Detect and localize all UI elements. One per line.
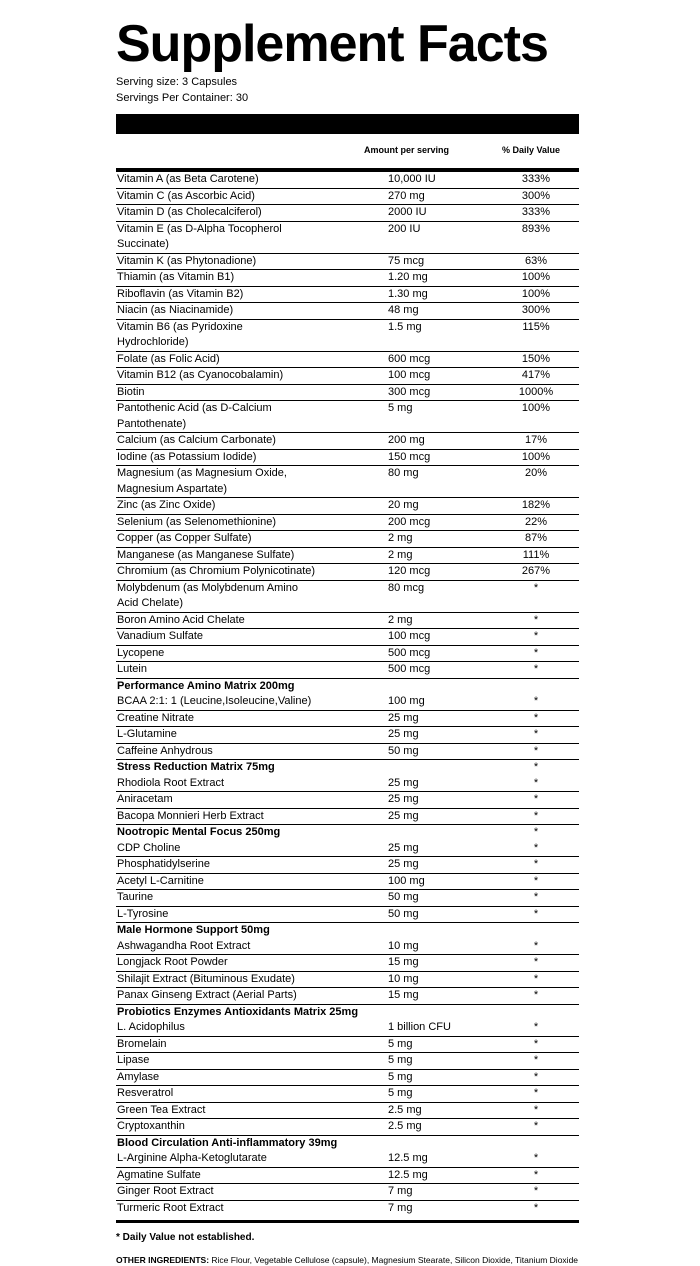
table-row	[116, 401, 579, 433]
ingredient-name: Biotin	[117, 385, 145, 398]
amount-per-serving: 7 mg	[388, 1201, 413, 1214]
amount-per-serving: 10 mg	[388, 939, 419, 952]
section-header	[116, 760, 579, 776]
section-header	[116, 1005, 579, 1021]
section-header	[116, 825, 579, 841]
amount-per-serving: 25 mg	[388, 776, 419, 789]
table-row	[116, 1103, 579, 1120]
ingredient-name: BCAA 2:1: 1 (Leucine,Isoleucine,Valine)	[117, 695, 312, 707]
ingredient-name: Iodine (as Potassium Iodide)	[117, 450, 257, 463]
ingredient-name: Ashwagandha Root Extract	[117, 939, 251, 952]
amount-per-serving: 200 IU	[388, 222, 421, 235]
serving-size: Serving size: 3 Capsules	[116, 76, 238, 88]
amount-per-serving: 2 mg	[388, 613, 413, 626]
table-row	[116, 613, 579, 630]
ingredient-name: Agmatine Sulfate	[117, 1168, 201, 1181]
table-row	[116, 1070, 579, 1087]
daily-value: 115%	[522, 320, 550, 333]
amount-per-serving: 500 mcg	[388, 663, 431, 675]
daily-value: 1000%	[518, 385, 554, 398]
amount-per-serving: 2 mg	[388, 532, 413, 544]
table-row	[116, 629, 579, 646]
amount-per-serving: 5 mg	[388, 1037, 413, 1050]
daily-value: 100%	[521, 402, 551, 414]
amount-per-serving: 500 mcg	[388, 646, 431, 659]
table-row	[116, 548, 579, 565]
daily-value: 63%	[524, 254, 548, 267]
ingredient-name: Aniracetam	[117, 793, 173, 805]
amount-per-serving: 80 mcg	[388, 581, 425, 594]
amount-per-serving: 1.20 mg	[388, 271, 428, 283]
table-row	[116, 303, 579, 320]
daily-value: 20%	[524, 467, 548, 479]
daily-value: *	[533, 956, 539, 968]
daily-value: 893%	[521, 222, 551, 235]
daily-value: *	[533, 972, 539, 985]
ingredient-name: Rhodiola Root Extract	[117, 776, 224, 789]
daily-value: *	[533, 826, 539, 838]
daily-value: *	[533, 761, 539, 773]
daily-value: *	[533, 776, 539, 789]
amount-per-serving: 100 mcg	[388, 369, 431, 381]
table-row	[116, 320, 579, 352]
amount-per-serving: 7 mg	[388, 1185, 413, 1197]
amount-per-serving: 15 mg	[388, 989, 419, 1001]
table-row	[116, 498, 579, 515]
daily-value: *	[533, 663, 539, 675]
amount-per-serving: 2000 IU	[388, 206, 427, 218]
ingredient-name: Calcium (as Calcium Carbonate)	[117, 434, 276, 446]
table-row	[116, 874, 579, 891]
daily-value: 417%	[521, 369, 551, 381]
ingredient-name: Vitamin B6 (as Pyridoxine Hydrochloride)	[117, 320, 243, 348]
amount-per-serving: 50 mg	[388, 891, 419, 903]
table-row	[116, 1119, 579, 1136]
ingredient-name: Lipase	[117, 1054, 150, 1066]
table-row	[116, 515, 579, 532]
ingredient-name: Resveratrol	[117, 1087, 174, 1099]
amount-per-serving: 1.30 mg	[388, 287, 428, 300]
ingredient-name: Panax Ginseng Extract (Aerial Parts)	[117, 989, 297, 1001]
daily-value: 100%	[521, 450, 551, 463]
table-row	[116, 287, 579, 304]
ingredient-name: Vitamin K (as Phytonadione)	[117, 254, 257, 267]
table-row	[116, 1184, 579, 1201]
amount-per-serving: 20 mg	[388, 499, 419, 511]
amount-per-serving: 25 mg	[388, 711, 419, 724]
ingredient-name: Nootropic Mental Focus 250mg	[117, 826, 281, 838]
daily-value: *	[533, 1201, 539, 1214]
table-row	[116, 581, 579, 613]
ingredient-name: Longjack Root Powder	[117, 956, 228, 968]
daily-value: *	[533, 744, 539, 757]
amount-per-serving: 15 mg	[388, 956, 419, 968]
amount-per-serving: 2.5 mg	[388, 1103, 422, 1116]
other-ingredients-text: Rice Flour, Vegetable Cellulose (capsule), Magnesium Stearate, Silicon Dioxide, Titanium Dioxide	[209, 1255, 579, 1265]
daily-value: *	[533, 1185, 539, 1197]
ingredient-name: Vitamin E (as D-Alpha Tocopherol Succinate)	[117, 222, 282, 250]
ingredient-name: L. Acidophilus	[117, 1021, 185, 1033]
table-row	[116, 385, 579, 402]
amount-per-serving: 200 mcg	[388, 515, 431, 528]
amount-per-serving: 80 mg	[388, 467, 419, 479]
table-row	[116, 809, 579, 826]
amount-per-serving: 12.5 mg	[388, 1168, 428, 1181]
table-row	[116, 988, 579, 1005]
amount-per-serving: 2.5 mg	[388, 1120, 422, 1132]
table-row	[116, 222, 579, 254]
daily-value: *	[533, 793, 539, 805]
ingredient-name: Creatine Nitrate	[117, 711, 195, 724]
daily-value: 333%	[521, 173, 551, 185]
ingredient-name: Bacopa Monnieri Herb Extract	[117, 809, 264, 822]
table-row	[116, 450, 579, 467]
daily-value: *	[533, 907, 539, 920]
table-row	[116, 776, 579, 793]
daily-value: *	[533, 728, 539, 740]
daily-value: *	[533, 1021, 539, 1033]
table-row	[116, 1053, 579, 1070]
ingredient-name: Thiamin (as Vitamin B1)	[117, 271, 235, 283]
amount-per-serving: 25 mg	[388, 841, 419, 854]
table-row	[116, 662, 579, 679]
header-bar	[116, 114, 579, 134]
daily-value: *	[533, 1168, 539, 1181]
ingredient-name: Cryptoxanthin	[117, 1120, 185, 1132]
ingredient-name: Bromelain	[117, 1037, 167, 1050]
table-row	[116, 857, 579, 874]
ingredient-name: Lycopene	[117, 646, 165, 659]
daily-value: *	[533, 858, 539, 870]
amount-column-header: Amount per serving	[364, 145, 450, 155]
table-row	[116, 1168, 579, 1185]
ingredient-name: Turmeric Root Extract	[117, 1201, 224, 1214]
daily-value: *	[533, 630, 539, 642]
table-row	[116, 1086, 579, 1103]
ingredient-name: Blood Circulation Anti-inflammatory 39mg	[117, 1136, 338, 1149]
daily-value-footnote: * Daily Value not established.	[116, 1232, 255, 1243]
nutrient-table	[116, 172, 579, 1216]
daily-value: *	[533, 695, 539, 707]
amount-per-serving: 200 mg	[388, 434, 425, 446]
table-row	[116, 466, 579, 498]
table-row	[116, 744, 579, 761]
table-row	[116, 172, 579, 189]
table-row	[116, 270, 579, 287]
ingredient-name: Copper (as Copper Sulfate)	[117, 532, 252, 544]
ingredient-name: Phosphatidylserine	[117, 858, 210, 870]
supplement-facts-panel	[116, 14, 579, 1266]
daily-value: *	[533, 711, 539, 724]
daily-value: 267%	[521, 565, 551, 577]
amount-per-serving: 5 mg	[388, 1087, 413, 1099]
ingredient-name: L-Arginine Alpha-Ketoglutarate	[117, 1152, 267, 1164]
ingredient-name: Ginger Root Extract	[117, 1185, 214, 1197]
table-row	[116, 907, 579, 924]
amount-per-serving: 150 mcg	[388, 450, 431, 463]
ingredient-name: Zinc (as Zinc Oxide)	[117, 499, 216, 511]
amount-per-serving: 5 mg	[388, 1054, 413, 1066]
ingredient-name: Green Tea Extract	[117, 1103, 206, 1116]
table-row	[116, 205, 579, 222]
ingredient-name: Stress Reduction Matrix 75mg	[117, 761, 275, 773]
daily-value: *	[533, 1087, 539, 1099]
daily-value: 182%	[521, 499, 551, 511]
ingredient-name: Manganese (as Manganese Sulfate)	[117, 548, 295, 561]
amount-per-serving: 100 mg	[388, 695, 425, 707]
amount-per-serving: 25 mg	[388, 809, 419, 822]
ingredient-name: Magnesium (as Magnesium Oxide, Magnesium Aspartate)	[117, 467, 287, 495]
table-row	[116, 531, 579, 548]
ingredient-name: Selenium (as Selenomethionine)	[117, 515, 276, 528]
table-row	[116, 433, 579, 450]
amount-per-serving: 50 mg	[388, 744, 419, 757]
daily-value: *	[533, 581, 539, 594]
amount-per-serving: 48 mg	[388, 304, 419, 316]
daily-value: *	[533, 891, 539, 903]
section-header	[116, 679, 579, 695]
daily-value: 300%	[521, 189, 551, 202]
table-row	[116, 1151, 579, 1168]
amount-per-serving: 270 mg	[388, 189, 425, 202]
amount-per-serving: 100 mg	[388, 874, 425, 887]
table-row	[116, 939, 579, 956]
column-header	[116, 134, 579, 172]
ingredient-name: Folate (as Folic Acid)	[117, 352, 220, 365]
other-ingredients	[116, 1255, 586, 1266]
table-end-bar	[116, 1220, 579, 1223]
daily-value: 150%	[521, 352, 551, 365]
ingredient-name: Lutein	[117, 663, 147, 675]
ingredient-name: Vitamin B12 (as Cyanocobalamin)	[117, 369, 284, 381]
ingredient-name: Pantothenic Acid (as D-Calcium Pantothenate)	[117, 402, 272, 430]
ingredient-name: Amylase	[117, 1070, 160, 1083]
table-row	[116, 1037, 579, 1054]
ingredient-name: CDP Choline	[117, 841, 181, 854]
daily-value: *	[533, 939, 539, 952]
daily-value: *	[533, 1152, 539, 1164]
table-row	[116, 254, 579, 271]
amount-per-serving: 75 mcg	[388, 254, 425, 267]
section-header	[116, 1136, 579, 1152]
table-row	[116, 1020, 579, 1037]
table-row	[116, 972, 579, 989]
ingredient-name: L-Tyrosine	[117, 907, 169, 920]
amount-per-serving: 300 mcg	[388, 385, 431, 398]
ingredient-name: Caffeine Anhydrous	[117, 744, 213, 757]
ingredient-name: Acetyl L-Carnitine	[117, 874, 204, 887]
amount-per-serving: 100 mcg	[388, 630, 431, 642]
ingredient-name: Taurine	[117, 891, 154, 903]
table-row	[116, 890, 579, 907]
ingredient-name: Vitamin D (as Cholecalciferol)	[117, 206, 262, 218]
daily-value: *	[533, 1120, 539, 1132]
table-row	[116, 694, 579, 711]
ingredient-name: Chromium (as Chromium Polynicotinate)	[117, 565, 316, 577]
daily-value: *	[533, 809, 539, 822]
amount-per-serving: 50 mg	[388, 907, 419, 920]
daily-value: *	[533, 646, 539, 659]
amount-per-serving: 10 mg	[388, 972, 419, 985]
amount-per-serving: 5 mg	[388, 402, 413, 414]
amount-per-serving: 2 mg	[388, 548, 413, 561]
amount-per-serving: 1 billion CFU	[388, 1021, 451, 1033]
amount-per-serving: 5 mg	[388, 1070, 413, 1083]
table-row	[116, 1201, 579, 1217]
table-row	[116, 841, 579, 858]
daily-value: 17%	[524, 434, 548, 446]
daily-value: 111%	[522, 548, 550, 561]
ingredient-name: Vitamin A (as Beta Carotene)	[117, 173, 259, 185]
amount-per-serving: 25 mg	[388, 858, 419, 870]
daily-value: *	[533, 1054, 539, 1066]
daily-value: *	[533, 841, 539, 854]
table-row	[116, 189, 579, 206]
ingredient-name: Niacin (as Niacinamide)	[117, 304, 234, 316]
table-row	[116, 727, 579, 744]
servings-per-container: Servings Per Container: 30	[116, 92, 249, 104]
table-row	[116, 564, 579, 581]
ingredient-name: L-Glutamine	[117, 728, 177, 740]
ingredient-name: Shilajit Extract (Bituminous Exudate)	[117, 972, 295, 985]
daily-value: *	[533, 1070, 539, 1083]
daily-value: 333%	[521, 206, 551, 218]
daily-value: 100%	[521, 271, 551, 283]
daily-value: *	[533, 1037, 539, 1050]
amount-per-serving: 25 mg	[388, 728, 419, 740]
amount-per-serving: 600 mcg	[388, 352, 431, 365]
daily-value: 300%	[521, 304, 551, 316]
amount-per-serving: 120 mcg	[388, 565, 431, 577]
table-row	[116, 711, 579, 728]
daily-value: *	[533, 1103, 539, 1116]
table-row	[116, 368, 579, 385]
amount-per-serving: 10,000 IU	[388, 173, 436, 185]
daily-value: 22%	[524, 515, 548, 528]
table-row	[116, 955, 579, 972]
table-row	[116, 646, 579, 663]
ingredient-name: Vitamin C (as Ascorbic Acid)	[117, 189, 255, 202]
daily-value: *	[533, 989, 539, 1001]
table-row	[116, 352, 579, 369]
ingredient-name: Probiotics Enzymes Antioxidants Matrix 25mg	[117, 1005, 359, 1018]
panel-title: Supplement Facts	[116, 15, 548, 73]
ingredient-name: Vanadium Sulfate	[117, 630, 204, 642]
other-ingredients-label: OTHER INGREDIENTS:	[116, 1255, 210, 1265]
daily-value: *	[533, 613, 539, 626]
daily-value: 100%	[521, 287, 551, 300]
amount-per-serving: 12.5 mg	[388, 1152, 428, 1164]
ingredient-name: Boron Amino Acid Chelate	[117, 613, 245, 626]
daily-value: 87%	[524, 532, 548, 544]
ingredient-name: Male Hormone Support 50mg	[117, 924, 270, 936]
ingredient-name: Molybdenum (as Molybdenum Amino Acid Chelate)	[117, 581, 298, 609]
daily-value: *	[533, 874, 539, 887]
amount-per-serving: 25 mg	[388, 793, 419, 805]
amount-per-serving: 1.5 mg	[388, 320, 422, 333]
section-header	[116, 923, 579, 939]
daily-value-column-header: % Daily Value	[502, 145, 561, 155]
ingredient-name: Performance Amino Matrix 200mg	[117, 679, 295, 692]
table-row	[116, 792, 579, 809]
ingredient-name: Riboflavin (as Vitamin B2)	[117, 287, 244, 300]
